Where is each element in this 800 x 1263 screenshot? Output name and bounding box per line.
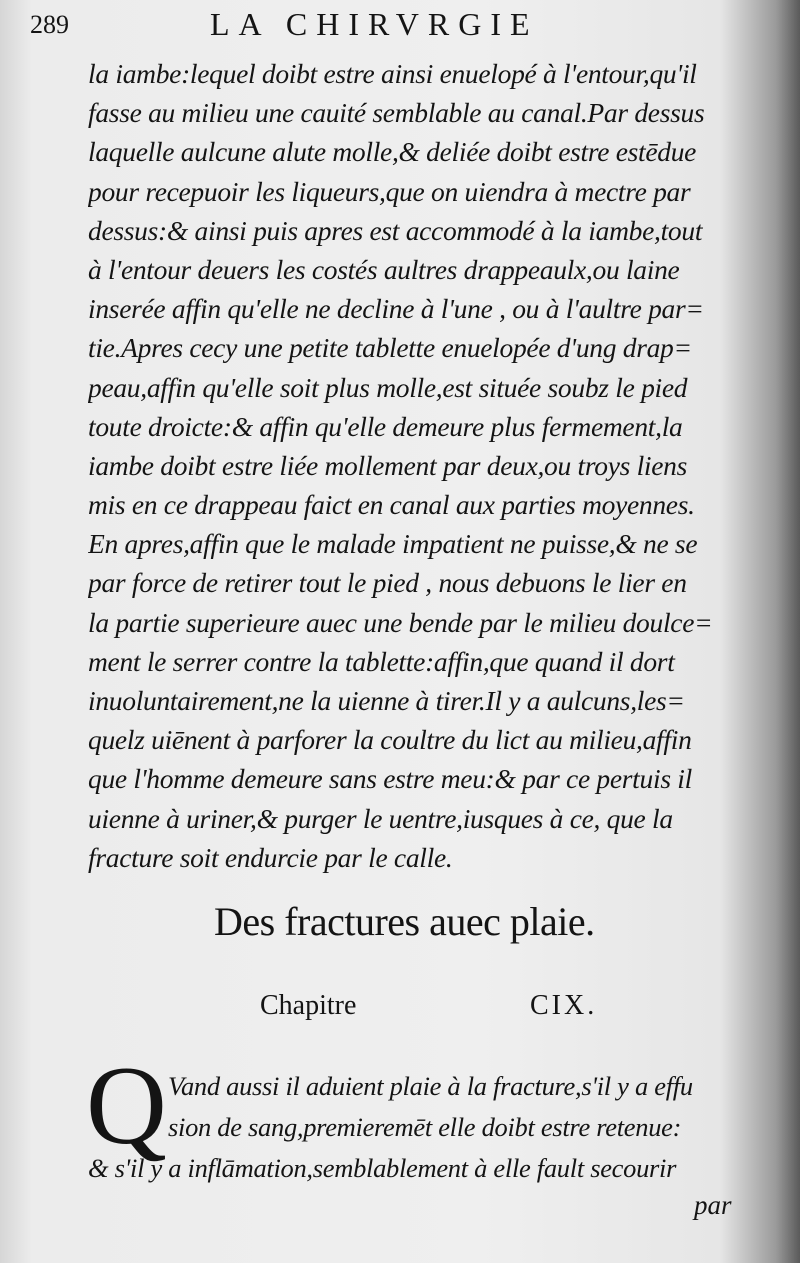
text-line: En apres,affin que le malade impatient ne puisse,& ne se <box>88 528 698 560</box>
text-line: à l'entour deuers les costés aultres drappeaulx,ou laine <box>88 253 680 285</box>
body-text <box>88 54 748 877</box>
text-line: fasse au milieu une cauité semblable au canal.Par dessus <box>88 97 705 129</box>
text-line: Vand aussi il aduient plaie à la fracture,s'il y a effu <box>168 1071 693 1101</box>
text-line: sion de sang,premieremēt elle doibt estre retenue: <box>168 1112 682 1142</box>
text-line: mis en ce drappeau faict en canal aux parties moyennes. <box>88 489 695 521</box>
text-line: pour recepuoir les liqueurs,que on uiendra à mectre par <box>88 175 691 207</box>
running-head: LA CHIRVRGIE <box>210 6 539 42</box>
text-line: par force de retirer tout le pied , nous debuons le lier en <box>88 567 687 599</box>
text-line: quelz uiēnent à parforer la coultre du lict au milieu,affin <box>88 724 692 756</box>
text-line: uienne à uriner,& purger le uentre,iusques à ce, que la <box>88 802 673 834</box>
text-line: dessus:& ainsi puis apres est accommodé à la iambe,tout <box>88 214 703 246</box>
text-line: ment le serrer contre la tablette:affin,que quand il dort <box>88 645 675 677</box>
text-line: & s'il y a inflāmation,semblablement à elle fault secourir <box>88 1153 677 1183</box>
text-line: toute droicte:& affin qu'elle demeure plus fermement,la <box>88 410 683 442</box>
catchword: par <box>694 1190 732 1220</box>
page-number: 289 <box>30 10 69 39</box>
text-line: la partie superieure auec une bende par le milieu doulce= <box>88 606 713 638</box>
text-line: iambe doibt estre liée mollement par deux,ou troys liens <box>88 449 688 481</box>
drop-cap: Q <box>86 1044 167 1168</box>
text-line: tie.Apres cecy une petite tablette enuelopée d'ung drap= <box>88 332 692 364</box>
text-line: laquelle aulcune alute molle,& deliée doibt estre estēdue <box>88 136 697 168</box>
text-line: inserée affin qu'elle ne decline à l'une , ou à l'aultre par= <box>88 293 704 325</box>
text-line: que l'homme demeure sans estre meu:& par ce pertuis il <box>88 763 692 795</box>
text-line: la iambe:lequel doibt estre ainsi enuelopé à l'entour,qu'il <box>88 58 697 89</box>
text-line: fracture soit endurcie par le calle. <box>88 841 453 873</box>
section-title: Des fractures auec plaie. <box>214 899 595 944</box>
chapter-number: CIX. <box>530 990 598 1021</box>
chapter-text <box>88 1066 748 1189</box>
text-line: inuoluntairement,ne la uienne à tirer.Il y a aulcuns,les= <box>88 685 685 716</box>
chapter-label: Chapitre <box>260 990 357 1021</box>
text-line: peau,affin qu'elle soit plus molle,est située soubz le pied <box>88 371 688 403</box>
